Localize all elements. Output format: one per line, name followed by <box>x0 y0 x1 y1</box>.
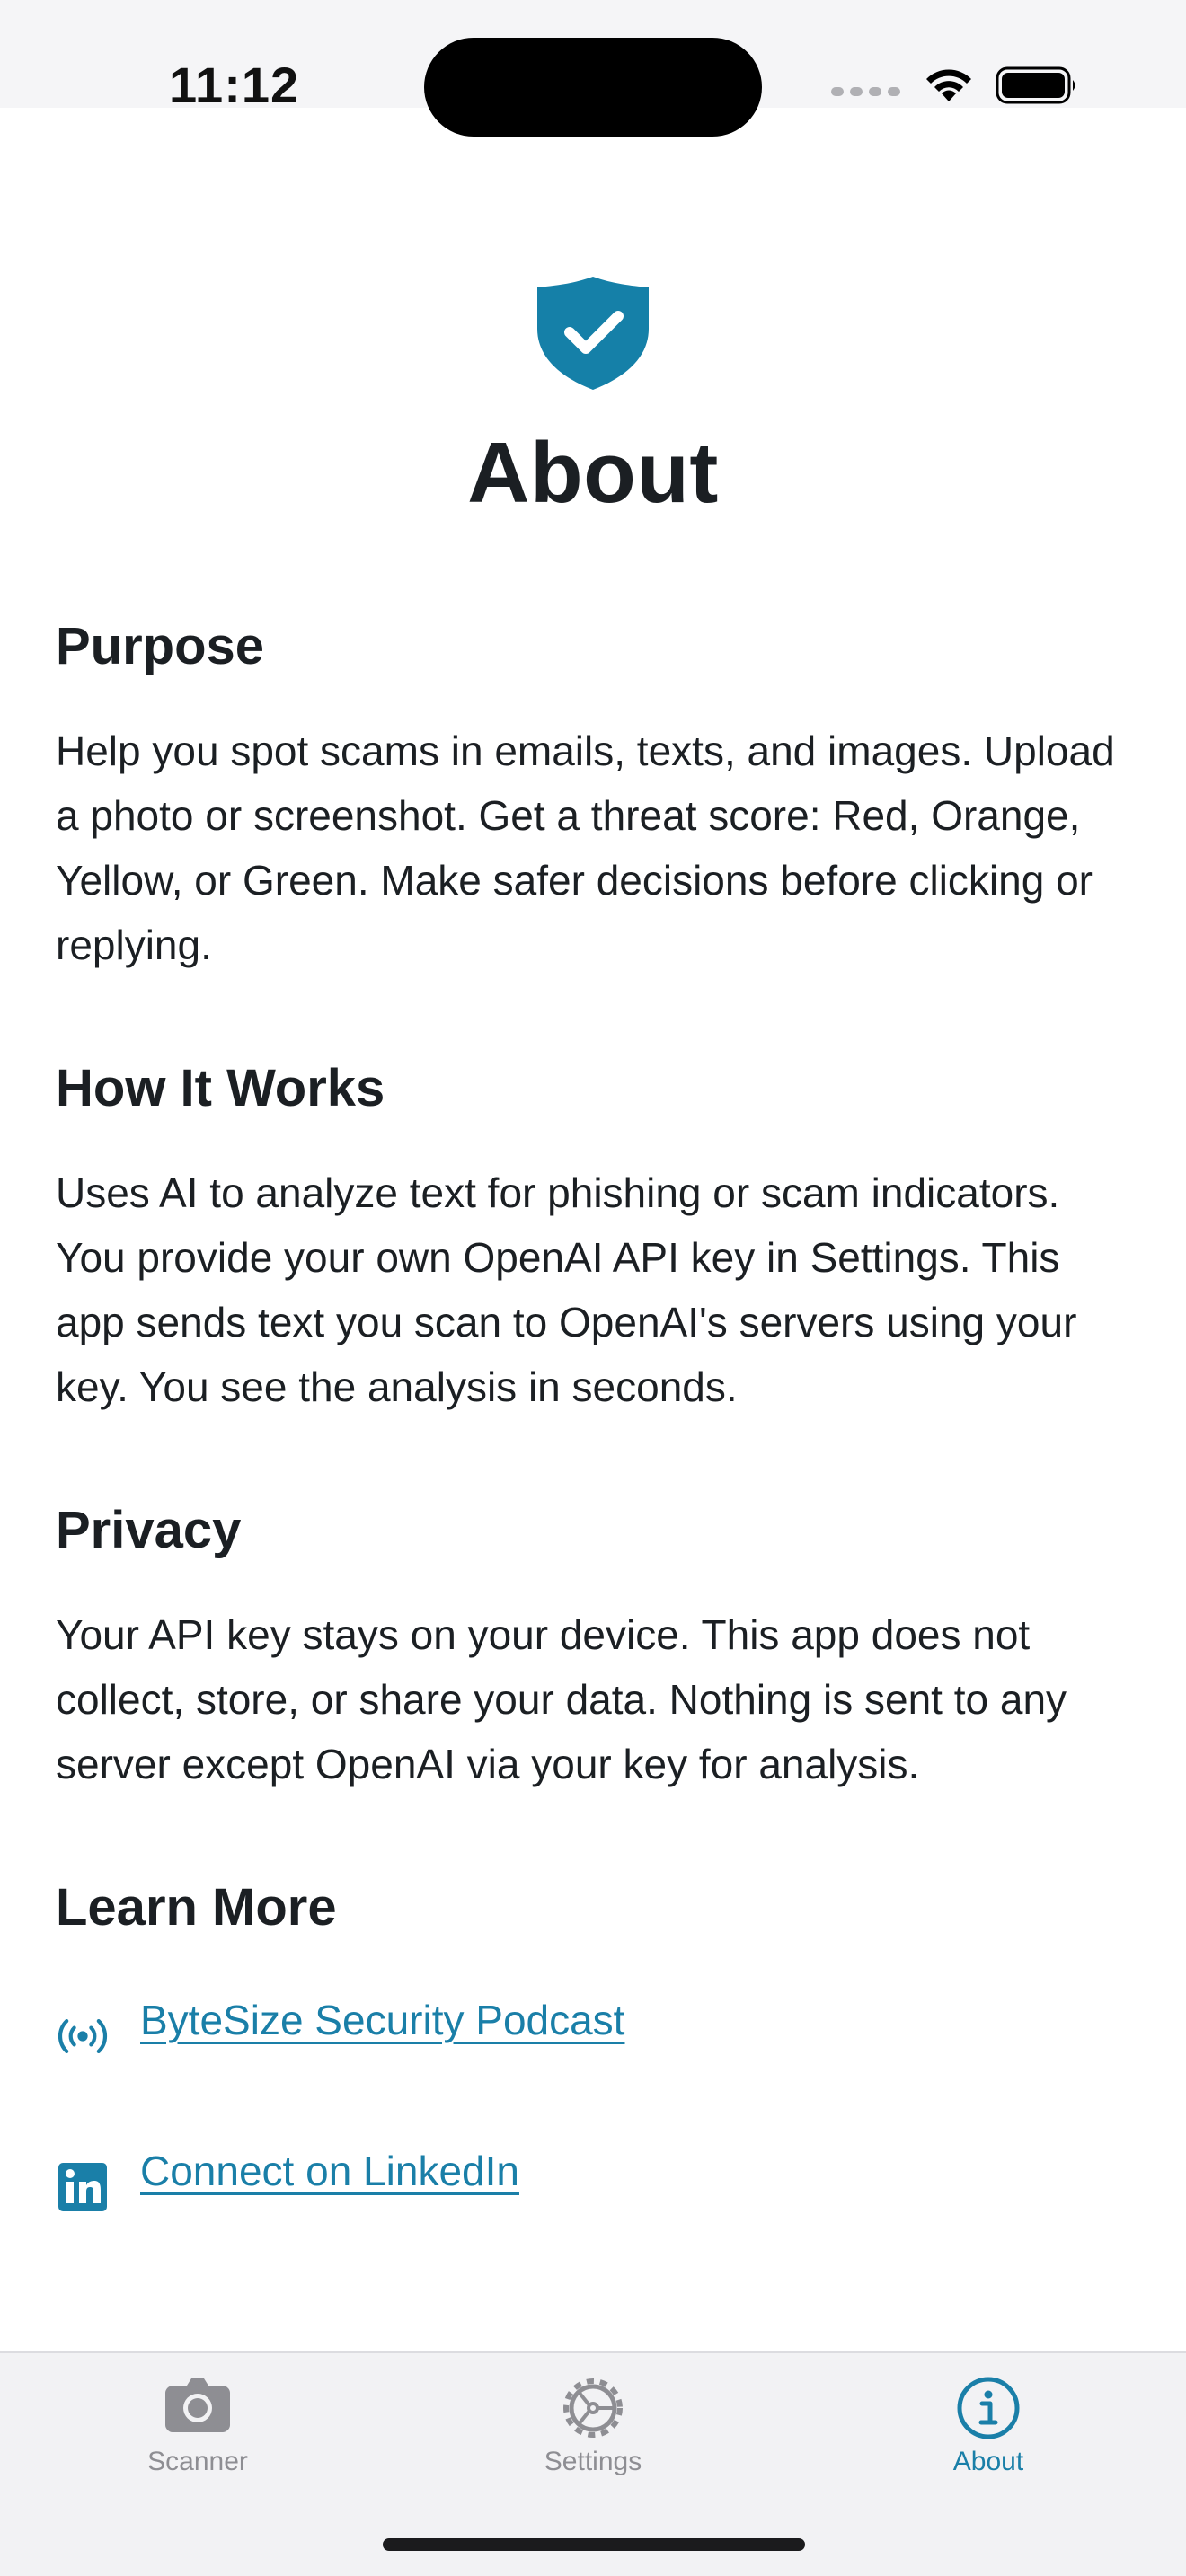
home-indicator <box>383 2538 805 2551</box>
section-heading: Learn More <box>56 1878 337 1936</box>
section-heading: Privacy <box>56 1501 242 1559</box>
about-content <box>56 611 1134 2296</box>
podcast-link[interactable]: ByteSize Security Podcast <box>140 1997 625 2043</box>
linkedin-link-row[interactable] <box>56 2134 1134 2220</box>
tab-about[interactable] <box>872 2375 1105 2477</box>
battery-icon <box>996 66 1078 105</box>
section-heading: How It Works <box>56 1059 385 1117</box>
section-body: Your API key stays on your device. This app does not collect, store, or share your data. Nothing is sent to any server except OpenAI via your key for analysis. <box>56 1611 1067 1787</box>
page-title: About <box>467 425 719 521</box>
broadcast-icon <box>56 2009 110 2063</box>
section-how-it-works <box>56 1053 1134 1419</box>
info-icon <box>952 2375 1024 2441</box>
section-privacy <box>56 1495 1134 1796</box>
gear-icon <box>557 2375 629 2441</box>
status-bar <box>0 0 1186 113</box>
status-icons <box>831 63 1078 108</box>
camera-icon <box>162 2375 234 2441</box>
cellular-signal-icon <box>831 87 900 96</box>
linkedin-link[interactable]: Connect on LinkedIn <box>140 2148 519 2194</box>
tab-label: Settings <box>544 2447 642 2476</box>
section-body: Uses AI to analyze text for phishing or scam indicators. You provide your own OpenAI API key in Settings. This app sends text you scan to OpenAI's servers using your key. You see the analysis in seconds. <box>56 1169 1077 1410</box>
section-body: Help you spot scams in emails, texts, and images. Upload a photo or screenshot. Get a threat score: Red, Orange, Yellow, or Green. Make safer decisions before clicking or replying. <box>56 728 1115 968</box>
section-learn-more <box>56 1872 1134 2220</box>
status-time: 11:12 <box>169 57 300 113</box>
tab-label: Scanner <box>147 2447 248 2476</box>
dynamic-island <box>424 38 762 137</box>
podcast-link-row[interactable] <box>56 1983 1134 2069</box>
tab-scanner[interactable] <box>81 2375 314 2477</box>
section-heading: Purpose <box>56 617 265 675</box>
tab-settings[interactable] <box>476 2375 710 2477</box>
linkedin-icon <box>56 2160 110 2214</box>
section-purpose <box>56 611 1134 977</box>
wifi-icon <box>922 66 976 105</box>
shield-check-icon <box>535 275 651 392</box>
tab-label: About <box>952 2447 1024 2476</box>
